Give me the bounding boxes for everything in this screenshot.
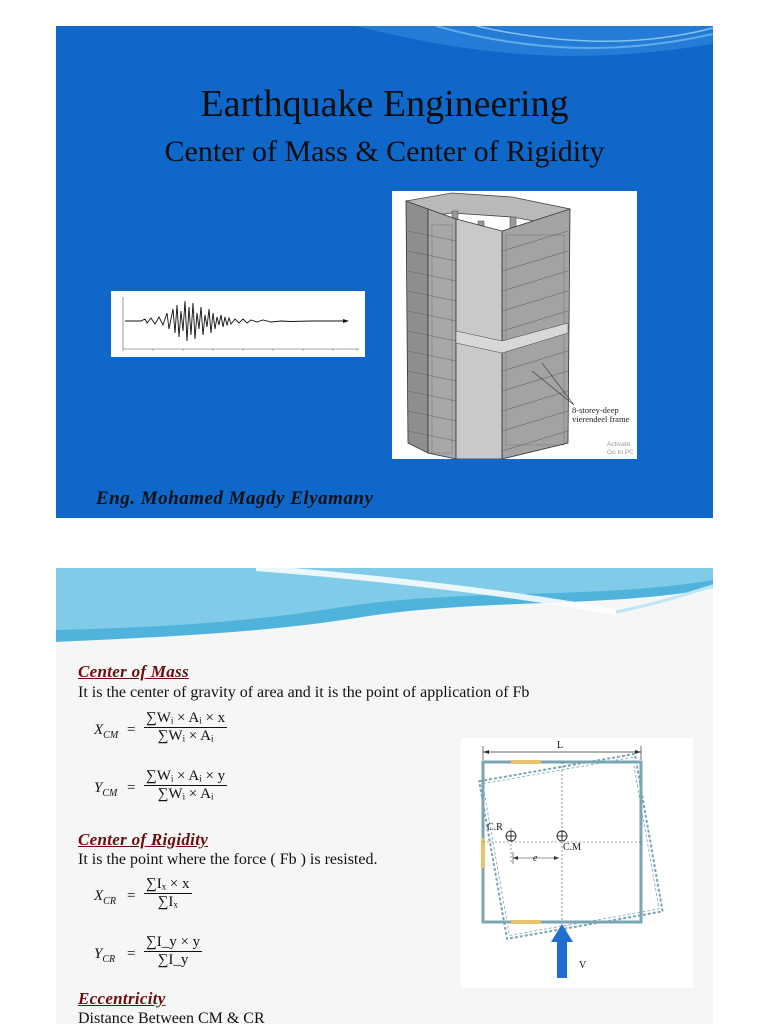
y-cm-formula: $Y_{CM}$ = $\frac{\text{∑Wᵢ × Aᵢ × y}}{\text{∑Wᵢ × Aᵢ}}$ (94, 768, 226, 802)
y-cr-formula: $Y_{CR}$ = $\frac{\sum I\_y \times y}{\sum I\_y}$ (94, 934, 201, 968)
cr-label: C.R (487, 822, 503, 833)
eccentricity-definition: Distance Between CM & CR (78, 1010, 265, 1024)
decorative-wave (56, 26, 713, 86)
eccentricity-heading: Eccentricity (78, 989, 166, 1008)
slide-title: Earthquake Engineering (200, 83, 569, 125)
shear-wall (511, 760, 541, 764)
center-of-rigidity-definition: It is the point where the force ( Fb ) is resisted. (78, 851, 378, 868)
watermark-text: Activate Go to PC (607, 441, 634, 456)
force-label: V (579, 960, 587, 971)
center-of-mass-heading: Center of Mass (78, 662, 189, 681)
eccentricity-label: e (533, 853, 538, 864)
dimension-label: L (557, 740, 564, 751)
title-slide (56, 26, 713, 518)
shear-wall (481, 838, 485, 868)
slide-subtitle: Center of Mass & Center of Rigidity (164, 135, 605, 168)
center-of-rigidity-heading: Center of Rigidity (78, 830, 209, 849)
center-of-mass-definition: It is the center of gravity of area and it is the point of application of Fb (78, 684, 530, 701)
x-cr-formula: $X_{CR}$ = $\frac{\text{∑Iₓ × x}}{\text{∑Iₓ}}$ (94, 876, 190, 910)
seismic-trace (125, 301, 343, 341)
shear-wall (511, 920, 541, 924)
tower-caption: 8-storey-deep vierendeel frame (572, 405, 630, 424)
decorative-wave (56, 568, 713, 648)
content-slide (56, 568, 713, 1024)
eccentricity-diagram (461, 738, 693, 988)
seismogram-image (111, 291, 365, 357)
author-name: Eng. Mohamed Magdy Elyamany (96, 488, 374, 509)
x-cm-formula: $X_{CM}$ = $\frac{\text{∑Wᵢ × Aᵢ × x}}{\text{∑Wᵢ × Aᵢ}}$ (94, 710, 226, 744)
vierendeel-tower-image (392, 191, 637, 459)
cm-label: C.M (563, 842, 582, 853)
force-arrow (557, 940, 567, 978)
